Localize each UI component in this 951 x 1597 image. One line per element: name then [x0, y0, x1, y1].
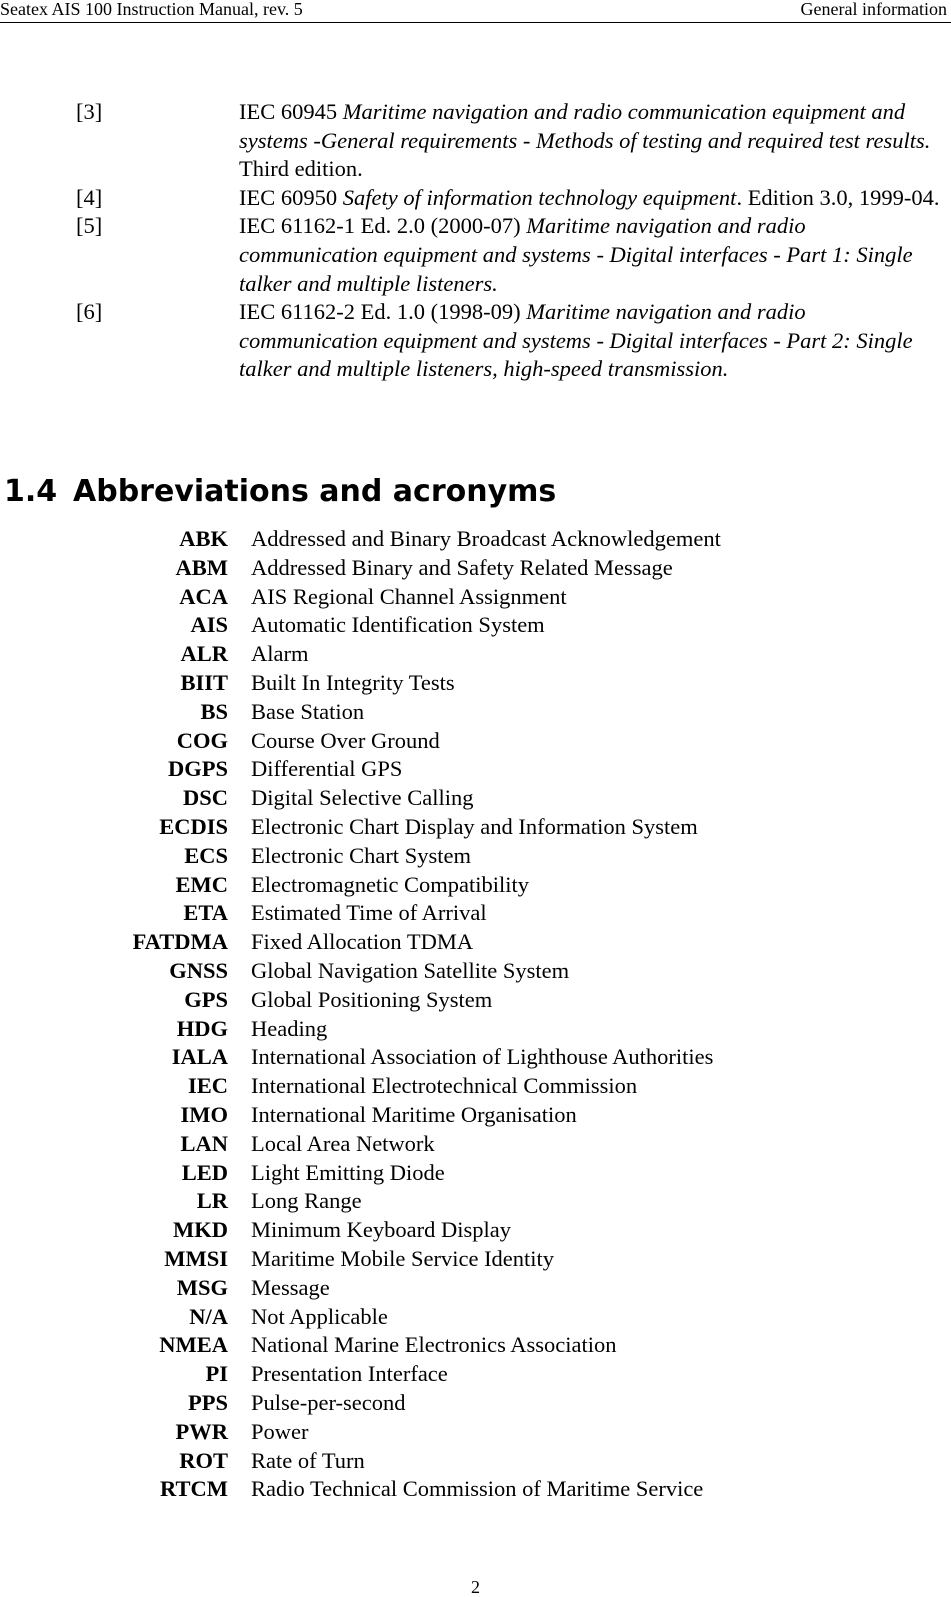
abbreviation-row: [0, 1015, 951, 1044]
abbreviation-term: LED: [181, 1159, 228, 1185]
abbreviation-term: IMO: [180, 1101, 228, 1127]
abbreviation-term: GPS: [184, 986, 228, 1012]
abbreviation-definition: International Electrotechnical Commission: [251, 1073, 638, 1099]
reference-text: IEC 60950 Safety of information technology equipment. Edition 3.0, 1999-04.: [239, 184, 940, 210]
abbreviation-row: [0, 1303, 951, 1332]
abbreviation-term: ABM: [175, 554, 228, 580]
abbreviation-definition: Rate of Turn: [251, 1447, 365, 1473]
abbreviation-term: ABK: [179, 526, 228, 551]
abbreviation-row: [0, 554, 951, 583]
abbreviation-term: ACA: [179, 583, 228, 609]
abbreviation-definition: Power: [251, 1418, 309, 1444]
abbreviation-definition: Course Over Ground: [251, 727, 440, 753]
abbreviation-term: BS: [200, 698, 228, 724]
abbreviation-row: [0, 1331, 951, 1360]
abbreviation-term: NMEA: [159, 1332, 228, 1358]
abbreviation-definition: Presentation Interface: [251, 1361, 448, 1387]
abbreviation-definition: AIS Regional Channel Assignment: [251, 583, 567, 609]
abbreviation-definition: Heading: [251, 1015, 328, 1041]
header-document-title: Seatex AIS 100 Instruction Manual, rev. 5: [0, 0, 303, 19]
abbreviation-row: [0, 1159, 951, 1188]
abbreviation-term: EMC: [175, 871, 228, 897]
abbreviation-row: [0, 1245, 951, 1274]
abbreviation-row: [0, 1101, 951, 1130]
reference-text: IEC 61162-1 Ed. 2.0 (2000-07) Maritime navigation and radio communication equipment and systems - Digital interfaces - Part 1: Single talker and multiple listeners.: [239, 213, 913, 296]
abbreviation-row: [0, 1447, 951, 1476]
reference-item: [76, 298, 946, 384]
page-number: 2: [471, 1577, 480, 1597]
abbreviation-term: IEC: [187, 1073, 228, 1099]
abbreviation-term: PI: [205, 1361, 228, 1387]
abbreviation-definition: International Maritime Organisation: [251, 1101, 577, 1127]
abbreviation-term: MKD: [173, 1217, 228, 1243]
reference-number: [5]: [76, 213, 103, 239]
abbreviation-term: DGPS: [167, 756, 228, 782]
header-chapter-title: General information: [800, 0, 947, 19]
abbreviation-row: [0, 871, 951, 900]
abbreviation-row: [0, 583, 951, 612]
abbreviation-definition: Built In Integrity Tests: [251, 669, 455, 695]
reference-item: [76, 212, 946, 298]
reference-number: [6]: [76, 299, 103, 325]
abbreviation-row: [0, 1130, 951, 1159]
abbreviation-row: [0, 1072, 951, 1101]
abbreviation-definition: Long Range: [251, 1188, 362, 1214]
abbreviation-row: [0, 784, 951, 813]
abbreviation-term: MMSI: [164, 1245, 228, 1271]
reference-number: [4]: [76, 184, 103, 210]
abbreviation-definition: Electronic Chart System: [251, 842, 471, 868]
abbreviation-row: [0, 957, 951, 986]
abbreviation-definition: Estimated Time of Arrival: [251, 900, 487, 926]
abbreviation-definition: Automatic Identification System: [251, 612, 545, 638]
reference-text: IEC 61162-2 Ed. 1.0 (1998-09) Maritime navigation and radio communication equipment and systems - Digital interfaces - Part 2: Single talker and multiple listeners, high-speed transmission.: [239, 299, 913, 382]
abbreviation-row: [0, 1418, 951, 1447]
abbreviation-term: RTCM: [160, 1476, 228, 1502]
abbreviation-term: ETA: [183, 900, 228, 926]
abbreviation-definition: Local Area Network: [251, 1130, 435, 1156]
abbreviation-row: [0, 669, 951, 698]
abbreviation-definition: Differential GPS: [251, 756, 403, 782]
abbreviation-row: [0, 755, 951, 784]
abbreviation-row: [0, 928, 951, 957]
abbreviation-definition: Alarm: [251, 641, 309, 667]
abbreviation-row: [0, 986, 951, 1015]
abbreviation-row: [0, 698, 951, 727]
abbreviation-term: LAN: [180, 1130, 228, 1156]
abbreviation-row: [0, 1475, 951, 1504]
abbreviation-definition: Base Station: [251, 698, 365, 724]
abbreviation-row: [0, 1389, 951, 1418]
abbreviation-term: AIS: [190, 612, 228, 638]
abbreviation-definition: Global Navigation Satellite System: [251, 957, 570, 983]
abbreviation-term: PPS: [187, 1389, 228, 1415]
abbreviation-definition: Electromagnetic Compatibility: [251, 871, 530, 897]
section-title: Abbreviations and acronyms: [73, 474, 557, 509]
abbreviation-row: [0, 1274, 951, 1303]
abbreviation-row: [0, 611, 951, 640]
abbreviation-row: [0, 1216, 951, 1245]
abbreviation-definition: International Association of Lighthouse Authorities: [251, 1044, 714, 1070]
reference-number: [3]: [76, 99, 103, 124]
abbreviation-definition: Radio Technical Commission of Maritime Service: [251, 1476, 704, 1502]
abbreviation-definition: Maritime Mobile Service Identity: [251, 1245, 555, 1271]
reference-item: [76, 98, 946, 184]
abbreviation-row: [0, 842, 951, 871]
abbreviation-term: ECS: [184, 842, 228, 868]
abbreviation-definition: Minimum Keyboard Display: [251, 1217, 511, 1243]
abbreviation-definition: National Marine Electronics Association: [251, 1332, 617, 1358]
abbreviation-row: [0, 640, 951, 669]
abbreviation-term: HDG: [176, 1015, 228, 1041]
abbreviation-term: PWR: [175, 1418, 228, 1444]
abbreviation-definition: Light Emitting Diode: [251, 1159, 445, 1185]
abbreviation-row: [0, 1043, 951, 1072]
abbreviation-term: LR: [196, 1188, 228, 1214]
abbreviation-row: [0, 727, 951, 756]
abbreviation-row: [0, 813, 951, 842]
abbreviation-term: IALA: [171, 1044, 228, 1070]
reference-text: IEC 60945 Maritime navigation and radio communication equipment and systems -General requirements - Methods of testing and required test results. Third edition.: [239, 99, 931, 182]
section-number: 1.4: [4, 474, 58, 509]
references-list: [76, 98, 946, 384]
abbreviation-term: ALR: [180, 641, 228, 667]
reference-item: [76, 184, 946, 213]
abbreviation-definition: Not Applicable: [251, 1303, 388, 1329]
abbreviation-term: FATDMA: [132, 929, 228, 955]
abbreviation-term: BIIT: [180, 669, 228, 695]
abbreviation-term: MSG: [176, 1274, 228, 1300]
abbreviation-row: [0, 525, 951, 554]
abbreviation-term: ROT: [179, 1447, 228, 1473]
abbreviation-definition: Electronic Chart Display and Information System: [251, 813, 698, 839]
abbreviations-list: [0, 525, 951, 1504]
abbreviation-term: DSC: [182, 785, 228, 811]
abbreviation-term: GNSS: [169, 957, 228, 983]
abbreviation-definition: Message: [251, 1274, 330, 1300]
abbreviation-row: [0, 899, 951, 928]
section-heading: [4, 474, 556, 510]
page-header: [0, 0, 951, 23]
abbreviation-row: [0, 1187, 951, 1216]
page-footer: [0, 1577, 951, 1597]
abbreviation-term: N/A: [189, 1303, 228, 1329]
abbreviation-row: [0, 1360, 951, 1389]
abbreviation-definition: Fixed Allocation TDMA: [251, 929, 474, 955]
abbreviation-term: COG: [176, 727, 228, 753]
abbreviation-definition: Pulse-per-second: [251, 1389, 406, 1415]
abbreviation-definition: Addressed and Binary Broadcast Acknowledgement: [251, 526, 721, 551]
abbreviation-definition: Global Positioning System: [251, 986, 493, 1012]
abbreviation-definition: Addressed Binary and Safety Related Message: [251, 554, 673, 580]
abbreviation-term: ECDIS: [159, 813, 228, 839]
abbreviation-definition: Digital Selective Calling: [251, 785, 474, 811]
